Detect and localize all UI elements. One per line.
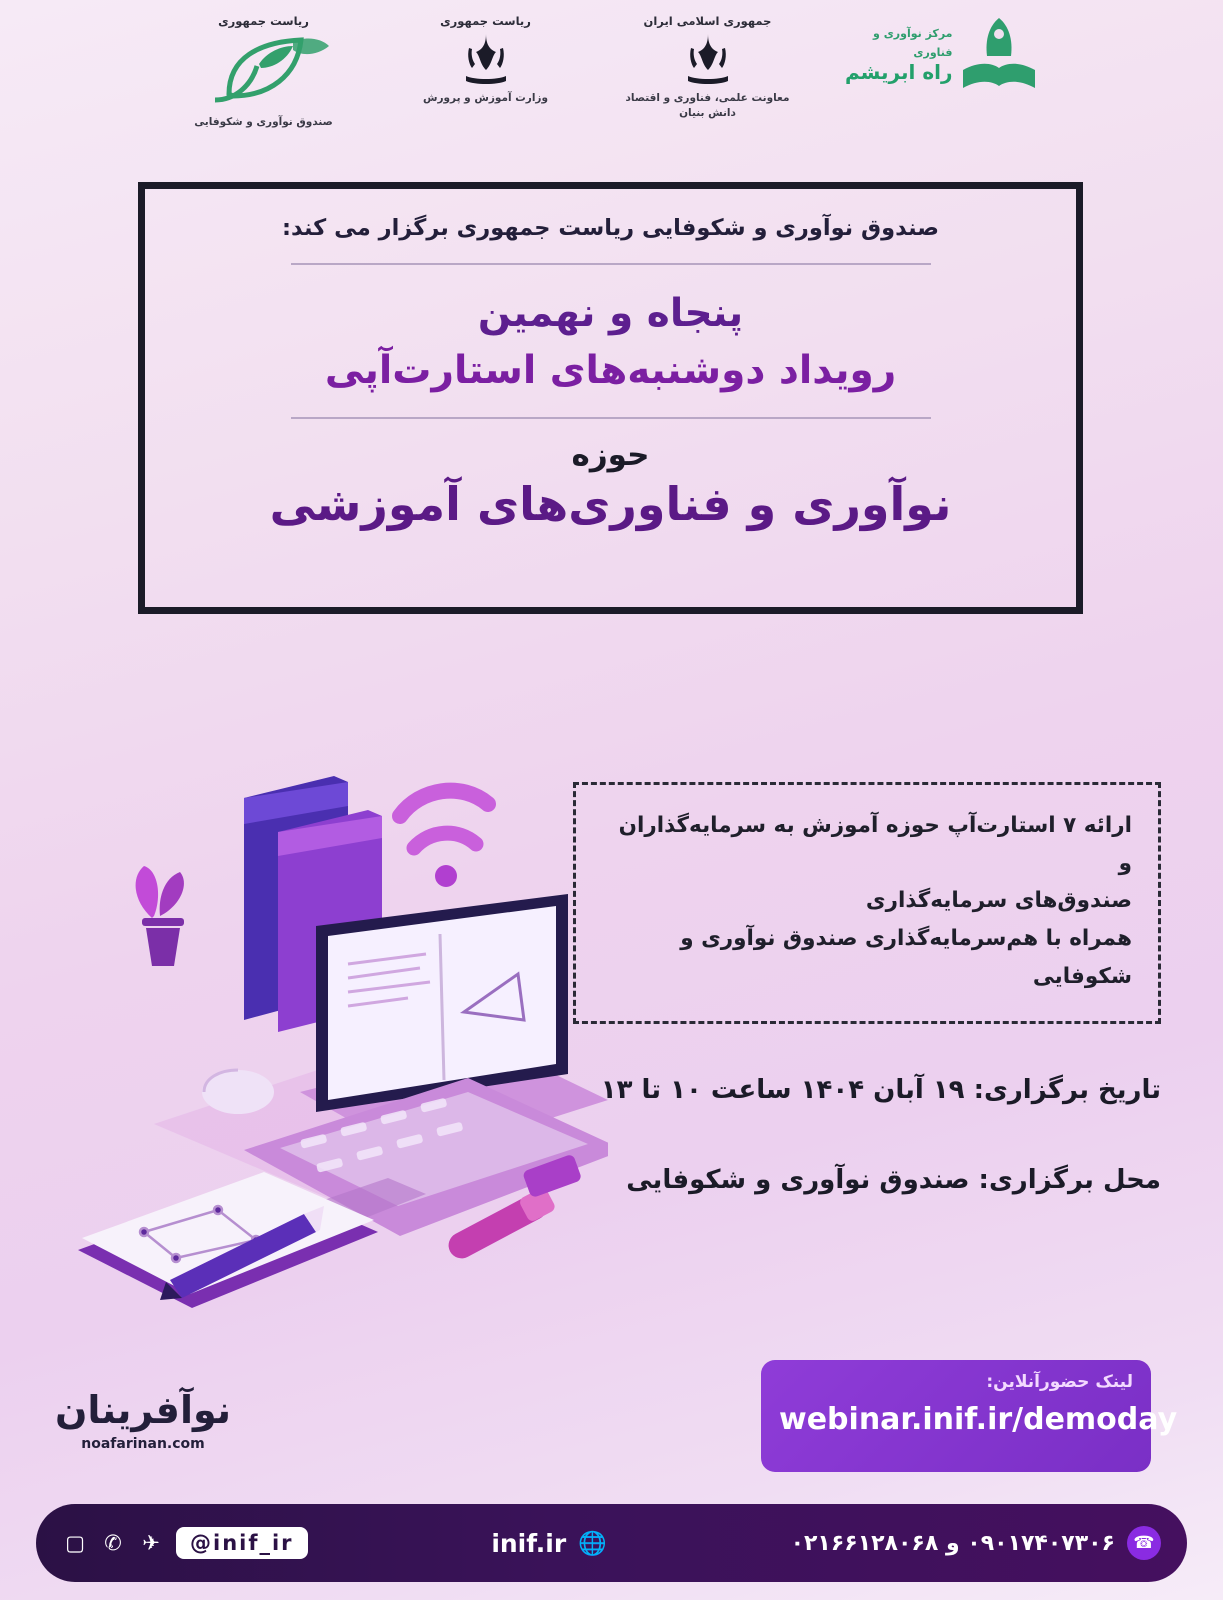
instagram-icon[interactable]: ▢ <box>65 1531 85 1555</box>
globe-icon: 🌐 <box>578 1530 607 1557</box>
footer-website[interactable]: inif.ir <box>491 1528 567 1558</box>
divider-top <box>291 263 931 265</box>
footer-social-group[interactable] <box>62 1527 308 1559</box>
iran-emblem-icon <box>685 30 731 88</box>
leaf-emblem-icon <box>189 30 339 112</box>
iran-emblem-icon <box>463 30 509 88</box>
footer-contact-bar <box>36 1504 1187 1582</box>
footer-website-group[interactable] <box>491 1529 606 1558</box>
logo-1-top-caption: ریاست جمهوری <box>218 14 309 28</box>
event-date: تاریخ برگزاری: ۱۹ آبان ۱۴۰۴ ساعت ۱۰ تا ۱۳ <box>600 1075 1161 1105</box>
description-line-3: همراه با هم‌سرمایه‌گذاری صندوق نوآوری و شکوفایی <box>680 925 1132 989</box>
organization-logos-row <box>0 10 1223 170</box>
online-link-card[interactable] <box>761 1360 1178 1472</box>
logo-4-top-caption: مرکز نوآوری و فناوری <box>873 27 953 59</box>
noafarinan-domain: noafarinan.com <box>81 1436 205 1452</box>
footer-social-handle[interactable]: @inif_ir <box>176 1527 308 1559</box>
social-icons[interactable] <box>62 1530 164 1556</box>
logo-moavenat-elmi-fanavari <box>623 10 793 121</box>
event-place: محل برگزاری: صندوق نوآوری و شکوفایی <box>626 1165 1161 1195</box>
logo-vezarat-amoozesh-parvaresh <box>401 10 571 106</box>
event-name: رویداد دوشنبه‌های استارت‌آپی <box>324 348 897 393</box>
description-line-1: ارائه ۷ استارت‌آپ حوزه آموزش به سرمایه‌گذاران و <box>618 813 1132 876</box>
online-link-label: لینک حضورآنلاین: <box>986 1372 1133 1392</box>
event-ordinal: پنجاه و نهمین <box>477 291 744 336</box>
noafarinan-logo <box>48 1388 238 1452</box>
event-meta <box>561 1075 1161 1195</box>
domain-label: حوزه <box>571 437 650 473</box>
event-description-box <box>573 782 1161 1024</box>
logo-3-bottom-caption: معاونت علمی، فناوری و اقتصاد دانش بنیان <box>625 91 790 119</box>
logo-2-top-caption: ریاست جمهوری <box>440 14 531 28</box>
footer-phone-group <box>791 1526 1161 1560</box>
telegram-icon[interactable]: ✈ <box>142 1531 160 1555</box>
logo-sandoq-novavari-shokofaei <box>179 10 349 130</box>
logo-1-bottom-caption: صندوق نوآوری و شکوفایی <box>194 115 333 128</box>
phone-icon: ☎ <box>1127 1526 1161 1560</box>
logo-rah-abrisham <box>845 10 1045 96</box>
logo-3-top-caption: جمهوری اسلامی ایران <box>643 14 772 28</box>
domain-title: نوآوری و فناوری‌های آموزشی <box>269 477 952 531</box>
online-link-url[interactable]: webinar.inif.ir/demoday <box>779 1402 1178 1437</box>
whatsapp-icon[interactable]: ✆ <box>104 1531 122 1555</box>
host-line: صندوق نوآوری و شکوفایی ریاست جمهوری برگزار می کند: <box>282 215 939 241</box>
divider-bottom <box>291 417 931 419</box>
logo-4-bottom-caption: راه ابریشم <box>845 60 953 84</box>
footer-phone: ۰۹۰۱۷۴۰۷۳۰۶ و ۰۲۱۶۶۱۲۸۰۶۸ <box>790 1530 1115 1556</box>
logo-2-bottom-caption: وزارت آموزش و پرورش <box>422 91 548 104</box>
title-frame <box>138 182 1083 614</box>
laptop-books-illustration <box>48 720 608 1320</box>
description-line-2: صندوق‌های سرمایه‌گذاری <box>865 888 1132 914</box>
book-rocket-icon <box>959 10 1045 96</box>
noafarinan-wordmark: نوآفرینان <box>54 1388 232 1432</box>
